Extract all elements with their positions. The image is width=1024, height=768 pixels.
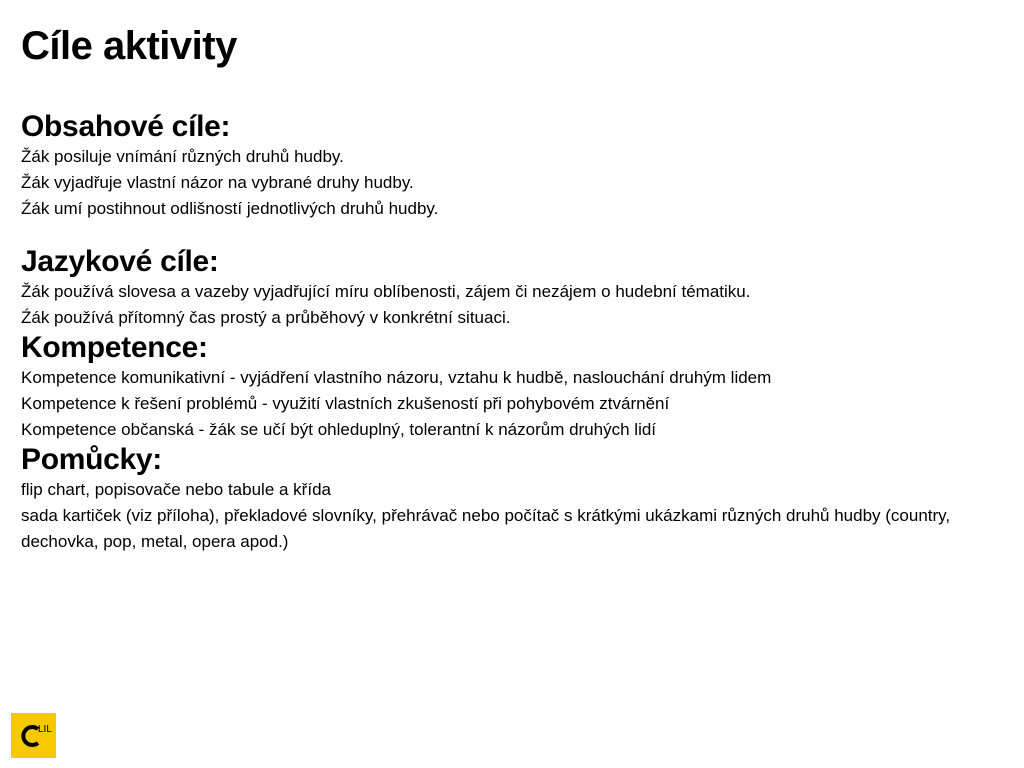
section-pomucky [21, 443, 996, 555]
section-jazykove-cile [21, 245, 996, 331]
clil-logo [11, 713, 56, 758]
section-heading: Pomůcky: [21, 443, 162, 476]
clil-logo-icon [11, 713, 56, 758]
section-line: flip chart, popisovače nebo tabule a křída [21, 480, 331, 499]
section-obsahove-cile [21, 110, 996, 222]
section-kompetence [21, 331, 996, 443]
section-line: Kompetence občanská - žák se učí být ohleduplný, tolerantní k názorům druhých lidí [21, 420, 657, 439]
section-line: Žák používá slovesa a vazeby vyjadřující míru oblíbenosti, zájem či nezájem o hudební tématiku. [21, 282, 751, 301]
section-line: Źák umí postihnout odlišností jednotlivých druhů hudby. [21, 199, 439, 218]
slide-content [21, 20, 996, 555]
section-line: sada kartiček (viz příloha), překladové slovníky, přehrávač nebo počítač s krátkými ukázkami různých druhů hudby (country, dechovka, pop, metal, opera apod.) [21, 506, 951, 551]
section-line: Źák používá přítomný čas prostý a průběhový v konkrétní situaci. [21, 308, 511, 327]
section-line: Kompetence komunikativní - vyjádření vlastního názoru, vztahu k hudbě, naslouchání druhým lidem [21, 368, 772, 387]
section-line: Žák vyjadřuje vlastní názor na vybrané druhy hudby. [21, 173, 414, 192]
section-heading: Obsahové cíle: [21, 110, 231, 143]
section-heading: Jazykové cíle: [21, 245, 219, 278]
logo-text: LIL [38, 724, 52, 735]
slide-title: Cíle aktivity [21, 24, 237, 68]
section-line: Žák posiluje vnímání různých druhů hudby. [21, 147, 344, 166]
section-line: Kompetence k řešení problémů - využití vlastních zkušeností při pohybovém ztvárnění [21, 394, 670, 413]
section-heading: Kompetence: [21, 331, 208, 364]
